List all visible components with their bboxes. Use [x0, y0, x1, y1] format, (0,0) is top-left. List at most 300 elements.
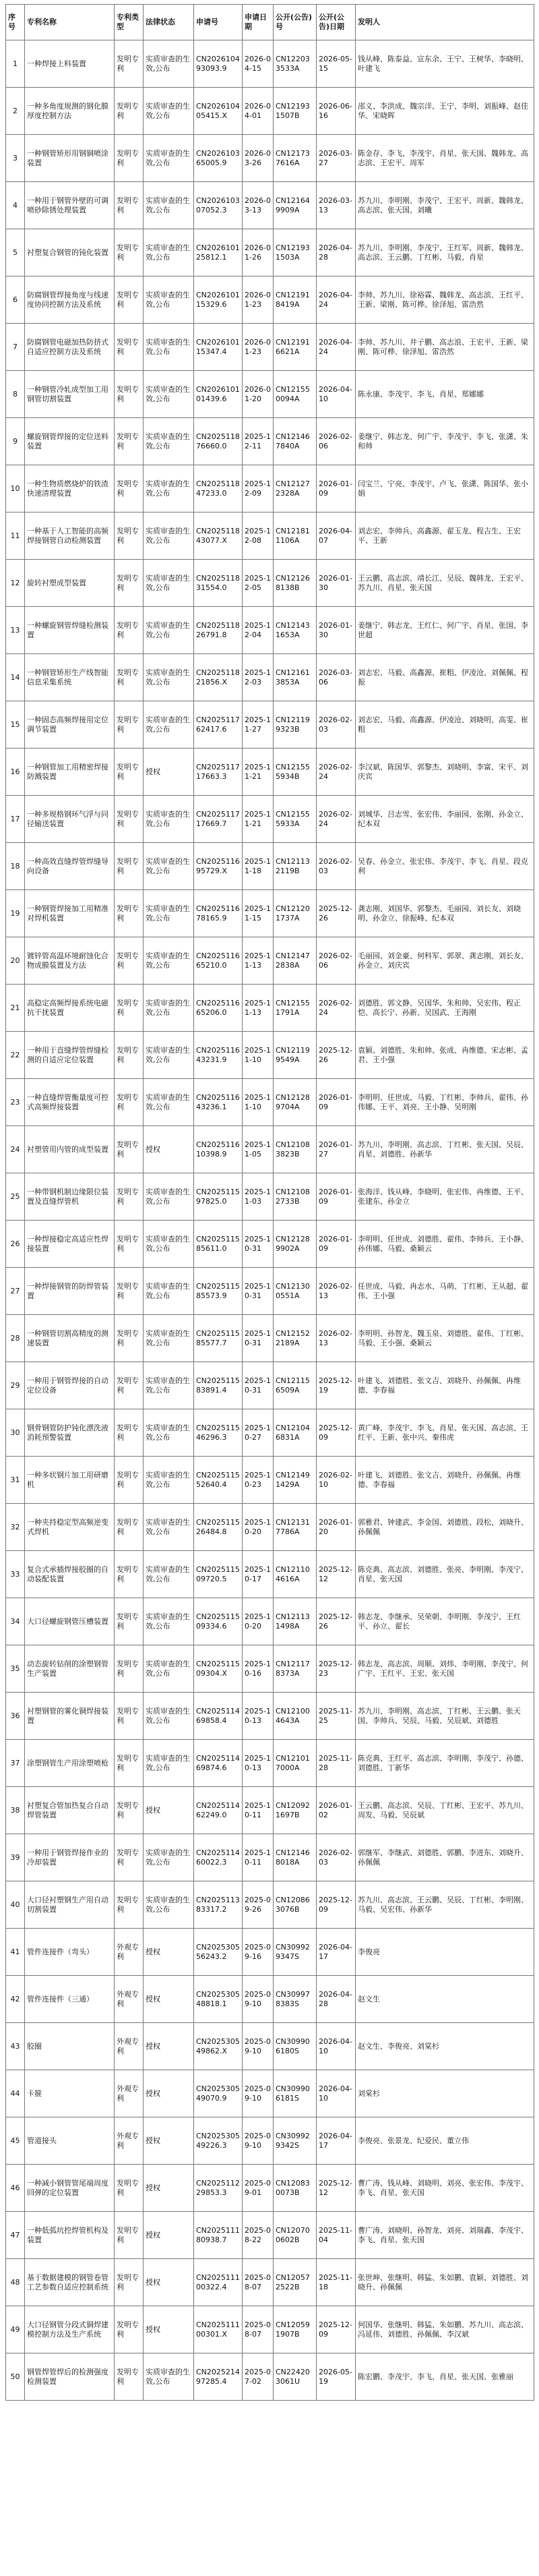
- table-row: [6, 182, 534, 229]
- cell-app-date: 2026-01-23: [243, 324, 274, 371]
- cell-pub-no: CN121104616A: [274, 1551, 317, 1598]
- cell-app-date: 2025-12-09: [243, 465, 274, 513]
- cell-inventors: 叶建飞、刘德胜、张文吉、刘晓升、孙佩佩、冉维德、李春福: [356, 1362, 534, 1409]
- cell-inventors: 钱从峰、陈泰益、宣东余、王宁、王树华、李晓明、叶建飞: [356, 40, 534, 88]
- cell-type: 发明专利: [115, 324, 144, 371]
- cell-status: 实质审查的生效,公布: [144, 937, 194, 985]
- cell-app-date: 2025-11-13: [243, 937, 274, 985]
- cell-pub-no: CN309978383S: [274, 1976, 317, 2023]
- cell-pub-date: 2026-04-24: [317, 324, 356, 371]
- cell-status: 实质审查的生效,公布: [144, 135, 194, 182]
- cell-name: 一种直缝焊管衡量度可控式高频焊接装置: [25, 1079, 115, 1126]
- cell-pub-no: CN121613853A: [274, 654, 317, 701]
- cell-name: 防腐钢管焊接角度与线速度协同控制方法及系统: [25, 276, 115, 324]
- cell-pub-no: CN121468018A: [274, 1834, 317, 1881]
- cell-pub-no: CN121268138B: [274, 560, 317, 607]
- cell-app-date: 2026-04-15: [243, 40, 274, 88]
- cell-pub-date: 2026-02-24: [317, 985, 356, 1032]
- cell-name: 一种用于钢管焊接作业的冷却装置: [25, 1834, 115, 1881]
- cell-name: 防腐钢管电磁加热防挤式自适应控制方法及系统: [25, 324, 115, 371]
- cell-no: 2: [6, 88, 25, 135]
- cell-app-date: 2025-10-20: [243, 1598, 274, 1645]
- cell-inventors: 陈克典、王红平、高志滨、李明刚、李茂宁、孙德、刘德胜、丁新华: [356, 1740, 534, 1787]
- cell-name: 一种焊接钢管的防焊管装置: [25, 1268, 115, 1315]
- cell-no: 15: [6, 701, 25, 749]
- cell-app-date: 2025-11-27: [243, 701, 274, 749]
- cell-status: 实质审查的生效,公布: [144, 1457, 194, 1504]
- table-row: [6, 701, 534, 749]
- header-status: 法律状态: [144, 5, 194, 40]
- cell-pub-date: 2026-04-10: [317, 2023, 356, 2070]
- cell-pub-no: CN309929347S: [274, 1929, 317, 1976]
- table-row: [6, 88, 534, 135]
- cell-pub-no: CN121317786A: [274, 1504, 317, 1551]
- cell-name: 衬塑复合钢管的钝化装置: [25, 229, 115, 276]
- cell-app-date: 2025-09-10: [243, 2023, 274, 2070]
- table-row: [6, 1834, 534, 1881]
- cell-name: 衬塑管用内管的成型装置: [25, 1126, 115, 1173]
- cell-name: 一种基于人工智能的高频焊接钢管自动检测装置: [25, 513, 115, 560]
- cell-status: 实质审查的生效,公布: [144, 1693, 194, 1740]
- cell-type: 发明专利: [115, 749, 144, 796]
- cell-app-no: CN202511665206.0: [194, 985, 243, 1032]
- cell-app-date: 2026-03-13: [243, 182, 274, 229]
- cell-type: 发明专利: [115, 1268, 144, 1315]
- cell-name: 一种用于直缝焊管焊缝检测的自适应定位装置: [25, 1032, 115, 1079]
- cell-app-no: CN202511383317.2: [194, 1881, 243, 1929]
- cell-status: 授权: [144, 2023, 194, 2070]
- table-row: [6, 937, 534, 985]
- cell-no: 10: [6, 465, 25, 513]
- cell-pub-no: CN121931507B: [274, 88, 317, 135]
- cell-no: 21: [6, 985, 25, 1032]
- cell-no: 17: [6, 796, 25, 843]
- cell-pub-date: 2026-03-27: [317, 135, 356, 182]
- table-row: [6, 2165, 534, 2212]
- table-row: [6, 1976, 534, 2023]
- cell-pub-no: CN121918419A: [274, 276, 317, 324]
- cell-app-no: CN202511821856.X: [194, 654, 243, 701]
- cell-inventors: 李帅、苏九川、徐裕霖、魏韩龙、高志滨、王红平、王新、梁刚、陈可桦、徐泽旭、雷浩然: [356, 276, 534, 324]
- cell-status: 实质审查的生效,公布: [144, 1598, 194, 1645]
- cell-name: 大口径衬塑钢生产用自动切割装置: [25, 1881, 115, 1929]
- cell-pub-no: CN122033533A: [274, 40, 317, 88]
- cell-no: 13: [6, 607, 25, 654]
- cell-type: 发明专利: [115, 1457, 144, 1504]
- cell-name: 一种多状钢片加工用研磨机: [25, 1457, 115, 1504]
- cell-pub-no: CN120700602B: [274, 2212, 317, 2259]
- cell-name: 基于数据建模的钢管卷管工艺参数自适应控制系统: [25, 2259, 115, 2306]
- cell-name: 大口径钢管分段式铜焊建模控制方法及生产系统: [25, 2306, 115, 2353]
- cell-type: 发明专利: [115, 796, 144, 843]
- cell-pub-date: 2026-04-24: [317, 276, 356, 324]
- cell-app-date: 2025-11-10: [243, 1032, 274, 1079]
- cell-status: 实质审查的生效,公布: [144, 229, 194, 276]
- cell-inventors: 袁颖、刘德胜、朱和帅、张成、冉维德、宋志彬、孟君、王小强: [356, 1032, 534, 1079]
- cell-app-date: 2025-11-05: [243, 1126, 274, 1173]
- cell-pub-date: 2026-03-06: [317, 654, 356, 701]
- cell-name: 涂塑钢管生产用涂塑喷枪: [25, 1740, 115, 1787]
- table-row: [6, 1409, 534, 1457]
- cell-no: 5: [6, 229, 25, 276]
- cell-no: 9: [6, 418, 25, 465]
- cell-name: 一种钢管加工用精密焊接防溅装置: [25, 749, 115, 796]
- cell-no: 6: [6, 276, 25, 324]
- cell-name: 胶圈: [25, 2023, 115, 2070]
- cell-pub-date: 2026-02-03: [317, 701, 356, 749]
- cell-type: 发明专利: [115, 2212, 144, 2259]
- cell-app-no: CN202610405415.X: [194, 88, 243, 135]
- cell-no: 7: [6, 324, 25, 371]
- cell-app-date: 2025-09-10: [243, 2070, 274, 2117]
- cell-no: 33: [6, 1551, 25, 1598]
- cell-type: 发明专利: [115, 1079, 144, 1126]
- cell-app-date: 2025-11-03: [243, 1173, 274, 1221]
- header-type: 专利类型: [115, 5, 144, 40]
- cell-inventors: 任世成、马毅、冉志水、马萌、丁红彬、王从超、翟伟、王小强: [356, 1268, 534, 1315]
- cell-pub-date: 2025-12-23: [317, 1645, 356, 1693]
- cell-app-no: CN202530549226.3: [194, 2117, 243, 2165]
- cell-type: 外观专利: [115, 2023, 144, 2070]
- cell-pub-date: 2026-02-24: [317, 796, 356, 843]
- cell-status: 实质审查的生效,公布: [144, 1173, 194, 1221]
- cell-name: 卡箍: [25, 2070, 115, 2117]
- header-pub-no: 公开(公告)号: [274, 5, 317, 40]
- cell-pub-date: 2026-06-16: [317, 88, 356, 135]
- header-inventors: 发明人: [356, 5, 534, 40]
- table-row: [6, 1787, 534, 1834]
- cell-app-date: 2025-11-18: [243, 843, 274, 890]
- cell-name: 钢骨钢管防护钝化漂洗液消耗预警装置: [25, 1409, 115, 1457]
- cell-app-date: 2025-11-21: [243, 749, 274, 796]
- cell-app-date: 2025-09-16: [243, 1929, 274, 1976]
- cell-name: 一种高效直缝焊管焊缝导向设备: [25, 843, 115, 890]
- table-row: [6, 465, 534, 513]
- table-row: [6, 2023, 534, 2070]
- cell-app-date: 2025-11-15: [243, 890, 274, 937]
- cell-app-no: CN202511695729.X: [194, 843, 243, 890]
- cell-pub-date: 2025-12-09: [317, 1409, 356, 1457]
- cell-inventors: 刘城华、吕志雪、张宏伟、李丽园、张刚、孙金立、纪本双: [356, 796, 534, 843]
- cell-type: 发明专利: [115, 1504, 144, 1551]
- cell-pub-date: 2026-01-09: [317, 1173, 356, 1221]
- cell-no: 26: [6, 1221, 25, 1268]
- cell-no: 29: [6, 1362, 25, 1409]
- cell-app-no: CN202610115347.4: [194, 324, 243, 371]
- cell-pub-date: 2026-05-15: [317, 40, 356, 88]
- cell-type: 发明专利: [115, 1032, 144, 1079]
- cell-no: 47: [6, 2212, 25, 2259]
- cell-type: 发明专利: [115, 40, 144, 88]
- cell-status: 实质审查的生效,公布: [144, 1409, 194, 1457]
- table-row: [6, 418, 534, 465]
- cell-app-date: 2025-10-16: [243, 1645, 274, 1693]
- table-header-row: [6, 5, 534, 40]
- cell-inventors: 陈宏鹏、李茂宇、李飞、肖星、张天国、张雅丽: [356, 2353, 534, 2401]
- cell-status: 实质审查的生效,公布: [144, 701, 194, 749]
- cell-inventors: 赵文生、李俊亮、刘棠杉: [356, 2023, 534, 2070]
- cell-pub-no: CN121082733B: [274, 1173, 317, 1221]
- cell-pub-no: CN120572522B: [274, 2259, 317, 2306]
- cell-pub-date: 2026-04-17: [317, 1929, 356, 1976]
- cell-pub-date: 2026-01-09: [317, 465, 356, 513]
- cell-status: 授权: [144, 2306, 194, 2353]
- cell-no: 11: [6, 513, 25, 560]
- cell-pub-no: CN121491429A: [274, 1457, 317, 1504]
- cell-app-no: CN202511585573.9: [194, 1268, 243, 1315]
- cell-type: 发明专利: [115, 560, 144, 607]
- cell-app-no: CN202511100301.X: [194, 2306, 243, 2353]
- table-row: [6, 1740, 534, 1787]
- table-row: [6, 1551, 534, 1598]
- cell-pub-no: CN309906181S: [274, 2070, 317, 2117]
- cell-app-date: 2025-10-23: [243, 1457, 274, 1504]
- cell-pub-date: 2026-01-30: [317, 560, 356, 607]
- patent-table: [5, 4, 534, 2401]
- cell-type: 发明专利: [115, 88, 144, 135]
- cell-app-date: 2026-03-26: [243, 135, 274, 182]
- cell-type: 发明专利: [115, 607, 144, 654]
- header-name: 专利名称: [25, 5, 115, 40]
- cell-inventors: 黄广峰、李茂宇、李飞、肖星、张天国、高志滨、王红平、王新、张中兴、秦伟虎: [356, 1409, 534, 1457]
- cell-pub-date: 2026-01-02: [317, 1787, 356, 1834]
- cell-status: 授权: [144, 1929, 194, 1976]
- cell-pub-date: 2025-12-12: [317, 1551, 356, 1598]
- header-no: 序号: [6, 5, 25, 40]
- cell-app-date: 2025-11-21: [243, 796, 274, 843]
- cell-app-no: CN202511509334.6: [194, 1598, 243, 1645]
- cell-pub-date: 2026-02-13: [317, 1315, 356, 1362]
- cell-app-no: CN202511462249.0: [194, 1787, 243, 1834]
- cell-inventors: 陈金存、李飞、李茂宇、肖星、张天国、魏韩龙、高志滨、王宏平、周军: [356, 135, 534, 182]
- cell-app-date: 2025-10-31: [243, 1268, 274, 1315]
- cell-name: 管件连接件（弯头）: [25, 1929, 115, 1976]
- cell-pub-date: 2026-02-06: [317, 937, 356, 985]
- cell-app-date: 2025-11-13: [243, 985, 274, 1032]
- cell-name: 一种钢管矫形用钢铜喷涂装置: [25, 135, 115, 182]
- cell-pub-date: 2026-01-27: [317, 1126, 356, 1173]
- cell-inventors: 姜继宁、韩志龙、王红仁、何广宇、肖星、张国、李世超: [356, 607, 534, 654]
- cell-pub-date: 2026-05-19: [317, 2353, 356, 2401]
- cell-type: 发明专利: [115, 229, 144, 276]
- cell-inventors: 曹广涛、刘晓明、孙智龙、刘亮、刘瑞鑫、李茂宇、李飞、肖星、张天国: [356, 2212, 534, 2259]
- cell-status: 授权: [144, 1787, 194, 1834]
- cell-app-date: 2026-04-01: [243, 88, 274, 135]
- cell-name: 一种钢管焊接加工用精准对焊机装置: [25, 890, 115, 937]
- cell-pub-no: CN120591907B: [274, 2306, 317, 2353]
- cell-inventors: 郭继军、李继武、刘德胜、郭鹏、李进东、刘晓升、孙佩佩: [356, 1834, 534, 1881]
- cell-type: 发明专利: [115, 465, 144, 513]
- cell-app-no: CN202511509304.X: [194, 1645, 243, 1693]
- cell-no: 34: [6, 1598, 25, 1645]
- cell-status: 实质审查的生效,公布: [144, 1834, 194, 1881]
- cell-app-no: CN202610101439.6: [194, 371, 243, 418]
- cell-pub-no: CN121132119B: [274, 843, 317, 890]
- cell-name: 一种焊接稳定高适应性焊接装置: [25, 1221, 115, 1268]
- cell-inventors: 姜继宁、韩志龙、何广宇、李茂宇、李飞、张潇、朱和帅: [356, 418, 534, 465]
- cell-inventors: 郭雅君、钟建武、李金国、刘德胜、段松、刘晓升、孙佩佩: [356, 1504, 534, 1551]
- cell-no: 19: [6, 890, 25, 937]
- cell-inventors: 苏九川、高志滨、王云鹏、吴辰、丁红彬、李明刚、马毅、吴宏伟、孙新华: [356, 1881, 534, 1929]
- cell-app-no: CN202530549070.9: [194, 2070, 243, 2117]
- cell-app-no: CN202511585611.0: [194, 1221, 243, 1268]
- cell-type: 发明专利: [115, 513, 144, 560]
- cell-status: 实质审查的生效,公布: [144, 371, 194, 418]
- cell-status: 实质审查的生效,公布: [144, 324, 194, 371]
- cell-status: 实质审查的生效,公布: [144, 182, 194, 229]
- cell-app-no: CN202521497285.4: [194, 2353, 243, 2401]
- cell-app-no: CN202610307052.3: [194, 182, 243, 229]
- table-row: [6, 229, 534, 276]
- cell-pub-date: 2025-12-09: [317, 1881, 356, 1929]
- cell-inventors: 张世坤、张继明、韩猛、朱如鹏、袁颖、刘德胜、刘晓升、孙佩佩: [356, 2259, 534, 2306]
- cell-pub-no: CN224203061U: [274, 2353, 317, 2401]
- cell-pub-date: 2026-02-24: [317, 749, 356, 796]
- header-app-date: 申请日期: [243, 5, 274, 40]
- cell-type: 外观专利: [115, 1976, 144, 2023]
- cell-name: 一种多角度规测的钢化膜厚度控制方法: [25, 88, 115, 135]
- cell-status: 实质审查的生效,公布: [144, 890, 194, 937]
- cell-app-no: CN202511717663.3: [194, 749, 243, 796]
- cell-pub-no: CN121649909A: [274, 182, 317, 229]
- cell-type: 发明专利: [115, 1881, 144, 1929]
- cell-name: 镀锌管高温环境耐蚀化合物成膜装置及方法: [25, 937, 115, 985]
- cell-name: 一种多规格钢环气浮与同径输送装置: [25, 796, 115, 843]
- cell-app-date: 2025-12-08: [243, 513, 274, 560]
- cell-pub-no: CN120830073B: [274, 2165, 317, 2212]
- cell-inventors: 李明明、任世成、马毅、丁红彬、李帅兵、翟伟、孙伟娜、王平、刘亮、王小静、吴明刚: [356, 1079, 534, 1126]
- cell-app-no: CN202530548818.1: [194, 1976, 243, 2023]
- cell-status: 实质审查的生效,公布: [144, 796, 194, 843]
- cell-pub-date: 2025-11-04: [317, 2212, 356, 2259]
- cell-status: 实质审查的生效,公布: [144, 1504, 194, 1551]
- cell-app-no: CN202511610398.9: [194, 1126, 243, 1173]
- cell-pub-no: CN121201737A: [274, 890, 317, 937]
- cell-status: 实质审查的生效,公布: [144, 1268, 194, 1315]
- cell-no: 48: [6, 2259, 25, 2306]
- cell-no: 39: [6, 1834, 25, 1881]
- cell-pub-no: CN121178373A: [274, 1645, 317, 1693]
- cell-status: 实质审查的生效,公布: [144, 560, 194, 607]
- cell-type: 发明专利: [115, 1598, 144, 1645]
- cell-type: 发明专利: [115, 1315, 144, 1362]
- cell-inventors: 苏九川、李明刚、高志滨、丁红彬、张天国、吴辰、肖星、刘德胜、孙新华: [356, 1126, 534, 1173]
- cell-status: 实质审查的生效,公布: [144, 607, 194, 654]
- cell-status: 实质审查的生效,公布: [144, 2353, 194, 2401]
- table-row: [6, 1126, 534, 1173]
- cell-type: 发明专利: [115, 1693, 144, 1740]
- cell-app-no: CN202511665210.0: [194, 937, 243, 985]
- table-row: [6, 1598, 534, 1645]
- cell-pub-no: CN121017000A: [274, 1740, 317, 1787]
- table-row: [6, 654, 534, 701]
- cell-inventors: 何国华、张继明、韩猛、朱如鹏、苏九川、高志滨、冯延伟、刘德胜、孙佩佩、李汉斌: [356, 2306, 534, 2353]
- cell-app-no: CN202511762417.6: [194, 701, 243, 749]
- cell-inventors: 刘志宏、马毅、高鑫源、伊凌沧、刘晓明、高雯、崔粗: [356, 701, 534, 749]
- cell-inventors: 张海洋、钱从峰、李晓明、张宏伟、冉维德、王平、张建东、孙金立: [356, 1173, 534, 1221]
- cell-type: 外观专利: [115, 1929, 144, 1976]
- cell-pub-date: 2026-04-28: [317, 229, 356, 276]
- cell-name: 管件连接件（三通）: [25, 1976, 115, 2023]
- cell-pub-no: CN121916621A: [274, 324, 317, 371]
- cell-status: 实质审查的生效,公布: [144, 1362, 194, 1409]
- cell-pub-date: 2025-11-28: [317, 1740, 356, 1787]
- cell-pub-date: 2025-12-19: [317, 1362, 356, 1409]
- cell-no: 16: [6, 749, 25, 796]
- cell-no: 24: [6, 1126, 25, 1173]
- cell-pub-date: 2026-01-30: [317, 607, 356, 654]
- table-row: [6, 607, 534, 654]
- cell-pub-no: CN309929342S: [274, 2117, 317, 2165]
- cell-inventors: 李帅、苏九川、井子鹏、高志浪、王宏平、王新、梁刚、陈可桦、徐泽旭、雷浩然: [356, 324, 534, 371]
- cell-name: 衬塑复合管加热复合自动焊管装置: [25, 1787, 115, 1834]
- table-row: [6, 1504, 534, 1551]
- cell-pub-no: CN309906180S: [274, 2023, 317, 2070]
- cell-status: 授权: [144, 1976, 194, 2023]
- table-row: [6, 276, 534, 324]
- cell-status: 实质审查的生效,公布: [144, 40, 194, 88]
- cell-app-no: CN202610125812.1: [194, 229, 243, 276]
- cell-pub-date: 2025-11-25: [317, 1693, 356, 1740]
- cell-app-date: 2025-09-10: [243, 2117, 274, 2165]
- cell-pub-no: CN121004643A: [274, 1693, 317, 1740]
- cell-no: 27: [6, 1268, 25, 1315]
- table-row: [6, 796, 534, 843]
- cell-inventors: 韩志龙、李继承、吴荣朝、李明刚、李茂宁、王红平、孙立、翟长: [356, 1598, 534, 1645]
- table-row: [6, 2070, 534, 2117]
- table-row: [6, 985, 534, 1032]
- cell-app-no: CN202511717669.7: [194, 796, 243, 843]
- table-row: [6, 1315, 534, 1362]
- cell-pub-date: 2025-11-18: [317, 2259, 356, 2306]
- cell-status: 实质审查的生效,公布: [144, 1881, 194, 1929]
- cell-type: 发明专利: [115, 2353, 144, 2401]
- table-row: [6, 1693, 534, 1740]
- table-row: [6, 890, 534, 937]
- cell-app-no: CN202511229853.3: [194, 2165, 243, 2212]
- cell-app-no: CN202530556243.2: [194, 1929, 243, 1976]
- cell-name: 一种螺旋钢管焊缝检测装置: [25, 607, 115, 654]
- cell-pub-date: 2026-03-13: [317, 182, 356, 229]
- cell-type: 发明专利: [115, 135, 144, 182]
- cell-app-no: CN202511843077.X: [194, 513, 243, 560]
- cell-no: 31: [6, 1457, 25, 1504]
- cell-name: 复合式承插焊接胶圈的自动装配装置: [25, 1551, 115, 1598]
- cell-no: 8: [6, 371, 25, 418]
- header-app-no: 申请号: [194, 5, 243, 40]
- table-row: [6, 2212, 534, 2259]
- cell-pub-date: 2025-12-12: [317, 2165, 356, 2212]
- cell-app-date: 2025-10-11: [243, 1787, 274, 1834]
- cell-app-no: CN202511831554.0: [194, 560, 243, 607]
- cell-no: 1: [6, 40, 25, 88]
- cell-app-date: 2025-12-04: [243, 607, 274, 654]
- table-row: [6, 1929, 534, 1976]
- cell-app-date: 2025-12-05: [243, 560, 274, 607]
- table-row: [6, 560, 534, 607]
- cell-pub-date: 2026-04-28: [317, 1976, 356, 2023]
- cell-app-no: CN202511597825.0: [194, 1173, 243, 1221]
- cell-pub-no: CN121300551A: [274, 1268, 317, 1315]
- cell-type: 发明专利: [115, 1173, 144, 1221]
- cell-pub-no: CN121083823B: [274, 1126, 317, 1173]
- cell-pub-date: 2025-12-09: [317, 2306, 356, 2353]
- cell-inventors: 李汉斌、陈国华、郭黎杰、刘晓明、李富、宋平、刘庆宾: [356, 749, 534, 796]
- cell-type: 发明专利: [115, 937, 144, 985]
- table-row: [6, 1079, 534, 1126]
- cell-app-no: CN202511526484.8: [194, 1504, 243, 1551]
- cell-inventors: 叶建飞、刘德胜、张文吉、刘晓升、孙佩佩、冉维德、李春福: [356, 1457, 534, 1504]
